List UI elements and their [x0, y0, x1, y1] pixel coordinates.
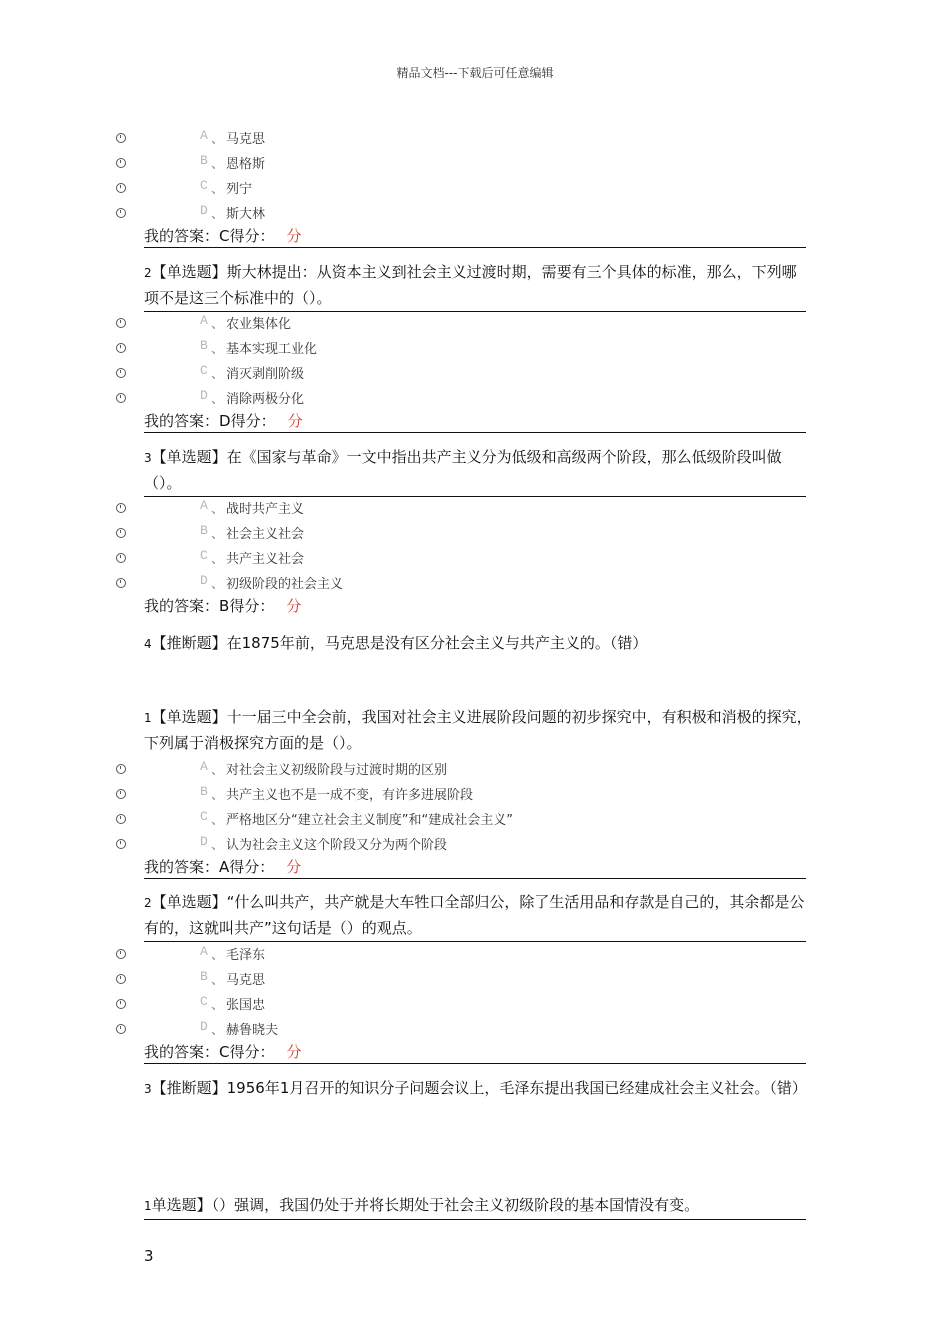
option-letter: C [200, 548, 208, 563]
option-letter: D [200, 834, 208, 849]
option-a[interactable]: A 、 农业集体化 [0, 313, 950, 335]
radio-icon[interactable] [116, 343, 126, 353]
option-a[interactable]: A 、 马克思 [0, 128, 950, 150]
option-d[interactable]: D 、 赫鲁晓夫 [0, 1019, 950, 1041]
radio-icon[interactable] [116, 318, 126, 328]
option-b[interactable]: B 、 马克思 [0, 969, 950, 991]
my-answer: 我的答案：C得分： 分 [144, 225, 806, 248]
page-header: 精品文档---下载后可任意编辑 [396, 66, 554, 80]
option-letter: C [200, 994, 208, 1009]
question-text: 2【单选题】斯大林提出：从资本主义到社会主义过渡时期，需要有三个具体的标准，那么，下列哪项不是这三个标准中的（）。 [144, 260, 806, 312]
option-a[interactable]: A 、 战时共产主义 [0, 498, 950, 520]
option-b[interactable]: B 、 共产主义也不是一成不变，有许多进展阶段 [0, 784, 950, 806]
question-text: 1【单选题】十一届三中全会前，我国对社会主义进展阶段问题的初步探究中，有积极和消极的探究，下列属于消极探究方面的是（）。 [144, 708, 812, 752]
option-letter: A [200, 128, 208, 143]
option-letter: B [200, 969, 208, 984]
option-text: 认为社会主义这个阶段又分为两个阶段 [226, 838, 448, 853]
radio-icon[interactable] [116, 368, 126, 378]
option-c[interactable]: C 、 共产主义社会 [0, 548, 950, 570]
option-c[interactable]: C 、 张国忠 [0, 994, 950, 1016]
option-text: 张国忠 [226, 998, 266, 1013]
radio-icon[interactable] [116, 183, 126, 193]
option-letter: A [200, 498, 208, 513]
option-b[interactable]: B 、 基本实现工业化 [0, 338, 950, 360]
question-text: 3【推断题】1956年1月召开的知识分子问题会议上，毛泽东提出我国已经建成社会主义社会。（错） [144, 1079, 807, 1097]
option-text: 共产主义社会 [226, 552, 305, 567]
my-answer: 我的答案：A得分： 分 [144, 856, 806, 879]
my-answer: 我的答案：D得分： 分 [144, 410, 806, 433]
radio-icon[interactable] [116, 158, 126, 168]
radio-icon[interactable] [116, 974, 126, 984]
option-text: 基本实现工业化 [226, 342, 318, 357]
option-letter: A [200, 759, 208, 774]
option-text: 斯大林 [226, 207, 266, 222]
option-letter: D [200, 388, 208, 403]
option-text: 恩格斯 [226, 157, 266, 172]
question-text: 4【推断题】在1875年前，马克思是没有区分社会主义与共产主义的。（错） [144, 634, 648, 652]
option-c[interactable]: C 、 严格地区分“建立社会主义制度”和“建成社会主义” [0, 809, 950, 831]
option-letter: B [200, 784, 208, 799]
option-letter: D [200, 203, 208, 218]
option-letter: A [200, 313, 208, 328]
option-text: 社会主义社会 [226, 527, 305, 542]
option-letter: A [200, 944, 208, 959]
radio-icon[interactable] [116, 814, 126, 824]
option-text: 对社会主义初级阶段与过渡时期的区别 [226, 763, 448, 778]
radio-icon[interactable] [116, 1024, 126, 1034]
option-text: 农业集体化 [226, 317, 292, 332]
option-text: 共产主义也不是一成不变，有许多进展阶段 [226, 788, 474, 803]
my-answer: 我的答案：B得分： 分 [144, 597, 302, 615]
radio-icon[interactable] [116, 999, 126, 1009]
option-letter: B [200, 338, 208, 353]
option-d[interactable]: D 、 消除两极分化 [0, 388, 950, 410]
option-text: 马克思 [226, 973, 266, 988]
radio-icon[interactable] [116, 503, 126, 513]
option-a[interactable]: A 、 毛泽东 [0, 944, 950, 966]
option-text: 毛泽东 [226, 948, 266, 963]
option-text: 消灭剥削阶级 [226, 367, 305, 382]
radio-icon[interactable] [116, 393, 126, 403]
option-d[interactable]: D 、 认为社会主义这个阶段又分为两个阶段 [0, 834, 950, 856]
option-letter: C [200, 178, 208, 193]
option-text: 列宁 [226, 182, 253, 197]
option-text: 马克思 [226, 132, 266, 147]
option-letter: C [200, 363, 208, 378]
radio-icon[interactable] [116, 839, 126, 849]
page-number: 3 [144, 1247, 154, 1265]
option-letter: D [200, 1019, 208, 1034]
option-b[interactable]: B 、 恩格斯 [0, 153, 950, 175]
option-letter: B [200, 153, 208, 168]
radio-icon[interactable] [116, 764, 126, 774]
radio-icon[interactable] [116, 208, 126, 218]
my-answer: 我的答案：C得分： 分 [144, 1041, 806, 1064]
radio-icon[interactable] [116, 553, 126, 563]
option-a[interactable]: A 、 对社会主义初级阶段与过渡时期的区别 [0, 759, 950, 781]
radio-icon[interactable] [116, 789, 126, 799]
option-text: 消除两极分化 [226, 392, 305, 407]
option-text: 赫鲁晓夫 [226, 1023, 279, 1038]
radio-icon[interactable] [116, 578, 126, 588]
option-letter: D [200, 573, 208, 588]
option-text: 战时共产主义 [226, 502, 305, 517]
option-d[interactable]: D 、 斯大林 [0, 203, 950, 225]
option-text: 初级阶段的社会主义 [226, 577, 344, 592]
radio-icon[interactable] [116, 949, 126, 959]
radio-icon[interactable] [116, 133, 126, 143]
radio-icon[interactable] [116, 528, 126, 538]
option-text: 严格地区分“建立社会主义制度”和“建成社会主义” [226, 813, 513, 828]
question-text: 3【单选题】在《国家与革命》一文中指出共产主义分为低级和高级两个阶段，那么低级阶段叫做（）。 [144, 445, 806, 497]
option-letter: C [200, 809, 208, 824]
option-d[interactable]: D 、 初级阶段的社会主义 [0, 573, 950, 595]
option-c[interactable]: C 、 消灭剥削阶级 [0, 363, 950, 385]
question-text: 2【单选题】“什么叫共产，共产就是大车牲口全部归公，除了生活用品和存款是自己的，其余都是公有的，这就叫共产”这句话是（）的观点。 [144, 890, 806, 942]
option-c[interactable]: C 、 列宁 [0, 178, 950, 200]
option-letter: B [200, 523, 208, 538]
option-b[interactable]: B 、 社会主义社会 [0, 523, 950, 545]
question-text: 1单选题】（）强调，我国仍处于并将长期处于社会主义初级阶段的基本国情没有变。 [144, 1193, 806, 1220]
